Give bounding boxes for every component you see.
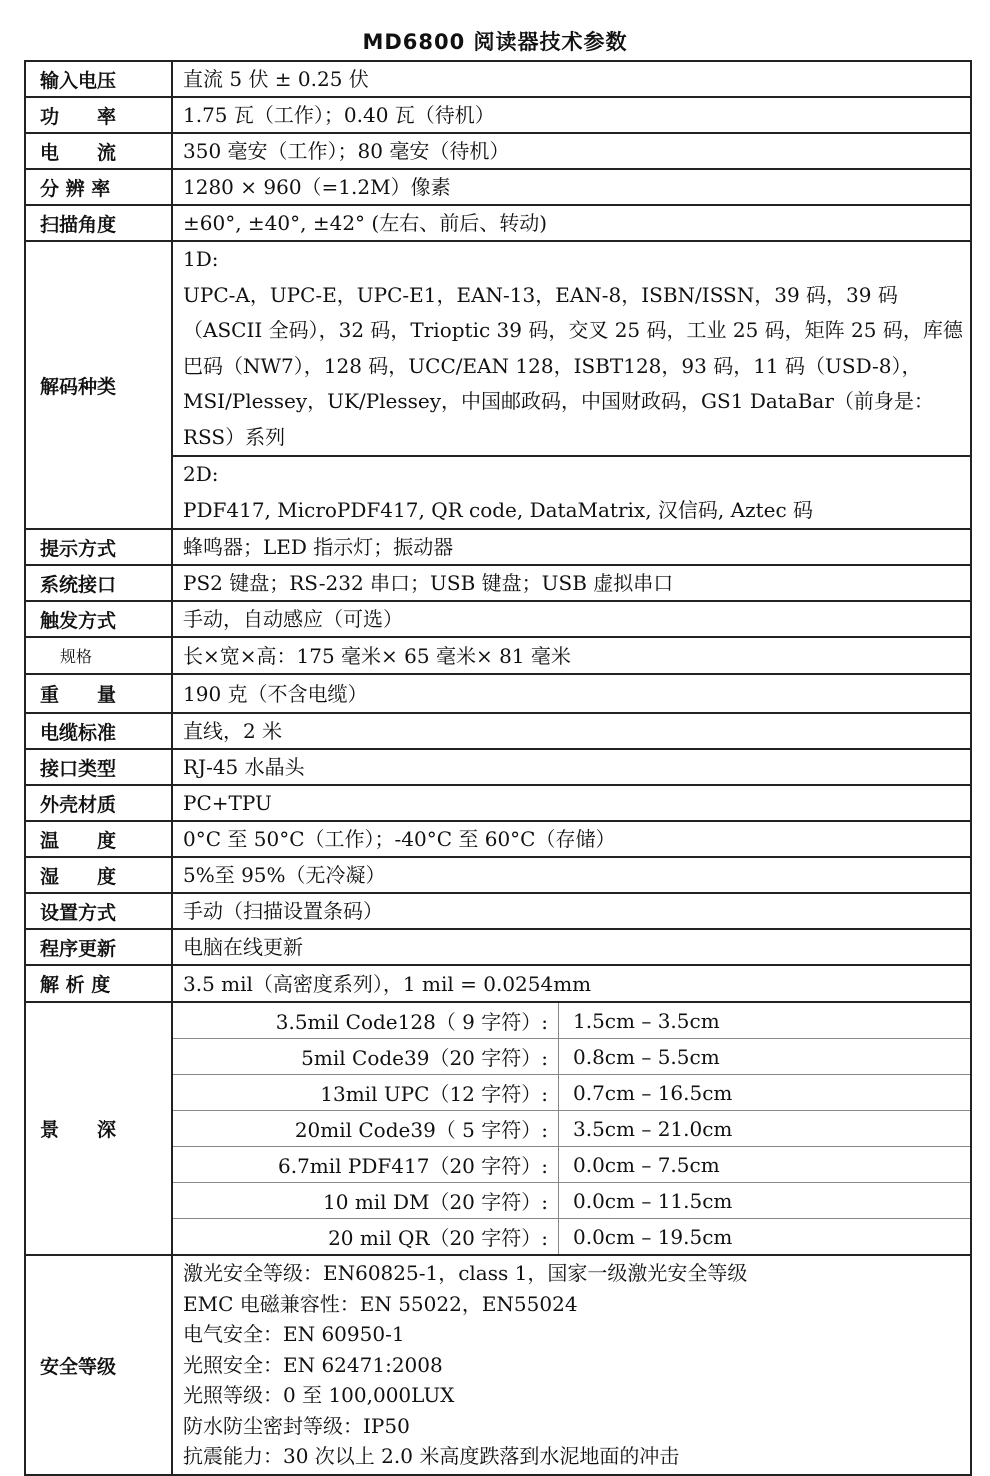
row-value: 190 克（不含电缆） — [172, 674, 971, 713]
safety-line: 抗震能力：30 次以上 2.0 米高度跌落到水泥地面的冲击 — [183, 1444, 680, 1469]
spec-row-scan-angle — [25, 205, 971, 241]
spec-row-temperature — [25, 821, 971, 857]
dof-row — [173, 1003, 970, 1039]
spec-row-connector — [25, 749, 971, 785]
safety-line: 防水防尘密封等级：IP50 — [183, 1413, 410, 1438]
row-label: 接口类型 — [25, 749, 172, 785]
spec-row-weight — [25, 674, 971, 713]
dof-range: 0.7cm – 16.5cm — [559, 1075, 971, 1111]
safety-cell — [172, 1255, 971, 1475]
spec-row-update — [25, 929, 971, 965]
row-value: RJ-45 水晶头 — [172, 749, 971, 785]
spec-row-safety — [25, 1255, 971, 1475]
row-label: 解 析 度 — [25, 965, 172, 1002]
row-label: 扫描角度 — [25, 205, 172, 241]
row-label: 输入电压 — [25, 61, 172, 97]
spec-row-trigger — [25, 601, 971, 637]
dof-table — [173, 1003, 970, 1254]
row-value: 3.5 mil（高密度系列），1 mil = 0.0254mm — [172, 965, 971, 1002]
dof-code: 3.5mil Code128（ 9 字符）: — [173, 1003, 559, 1039]
row-value: 1280 × 960（=1.2M）像素 — [172, 169, 971, 205]
row-label: 系统接口 — [25, 565, 172, 601]
row-value: 1.75 瓦（工作）；0.40 瓦（待机） — [172, 97, 971, 133]
row-label: 设置方式 — [25, 893, 172, 929]
row-label: 触发方式 — [25, 601, 172, 637]
decode-1d-heading: 1D: — [183, 247, 219, 271]
safety-line: EMC 电磁兼容性：EN 55022，EN55024 — [183, 1291, 578, 1316]
spec-row-interface — [25, 565, 971, 601]
row-value: 350 毫安（工作）；80 毫安（待机） — [172, 133, 971, 169]
row-label: 解码种类 — [25, 241, 172, 529]
safety-line: 光照等级：0 至 100,000LUX — [183, 1383, 455, 1408]
spec-row-resolution-mil — [25, 965, 971, 1002]
decode-2d-list: PDF417, MicroPDF417, QR code, DataMatrix, 汉信码, Aztec 码 — [183, 497, 814, 522]
row-label: 重 量 — [25, 674, 172, 713]
decode-1d-list: UPC-A，UPC-E，UPC-E1，EAN-13，EAN-8，ISBN/ISSN，39 码，39 码（ASCII 全码），32 码，Trioptic 39 码，交叉 25 码，工业 25 码，矩阵 25 码，库德巴码（NW7），128 码，UCC/EAN 128，ISBT128，93 码，11 码（USD-8），MSI/Plessey，UK/Plessey，中国邮政码，中国财政码，GS1 DataBar（前身是：RSS）系列 — [183, 282, 963, 449]
row-label: 安全等级 — [25, 1255, 172, 1475]
spec-row-decode-1d — [25, 241, 971, 456]
dof-range: 0.8cm – 5.5cm — [559, 1039, 971, 1075]
safety-line: 激光安全等级：EN60825-1，class 1，国家一级激光安全等级 — [183, 1261, 748, 1286]
spec-row-cable — [25, 713, 971, 749]
spec-row-current — [25, 133, 971, 169]
dof-cell — [172, 1002, 971, 1255]
spec-table — [24, 60, 972, 1476]
spec-row-humidity — [25, 857, 971, 893]
safety-line: 光照安全：EN 62471:2008 — [183, 1352, 443, 1377]
row-value: PC+TPU — [172, 785, 971, 821]
dof-code: 6.7mil PDF417（20 字符）: — [173, 1147, 559, 1183]
spec-row-voltage — [25, 61, 971, 97]
row-value: ±60°, ±40°, ±42° (左右、前后、转动) — [172, 205, 971, 241]
decode-2d-heading: 2D: — [183, 462, 219, 486]
row-value: 长×宽×高：175 毫米× 65 毫米× 81 毫米 — [172, 637, 971, 674]
dof-code: 20mil Code39（ 5 字符）: — [173, 1111, 559, 1147]
spec-row-housing — [25, 785, 971, 821]
row-label: 电 流 — [25, 133, 172, 169]
row-value: 蜂鸣器；LED 指示灯；振动器 — [172, 529, 971, 565]
row-value: 直线，2 米 — [172, 713, 971, 749]
spec-row-indicator — [25, 529, 971, 565]
spec-row-dimensions — [25, 637, 971, 674]
row-value: 电脑在线更新 — [172, 929, 971, 965]
row-label: 景 深 — [25, 1002, 172, 1255]
row-value: 手动，自动感应（可选） — [172, 601, 971, 637]
row-value: 手动（扫描设置条码） — [172, 893, 971, 929]
row-label: 湿 度 — [25, 857, 172, 893]
row-label: 提示方式 — [25, 529, 172, 565]
dof-range: 0.0cm – 11.5cm — [559, 1183, 971, 1219]
dof-code: 5mil Code39（20 字符）: — [173, 1039, 559, 1075]
row-value: 5%至 95%（无冷凝） — [172, 857, 971, 893]
spec-row-resolution — [25, 169, 971, 205]
dof-code: 20 mil QR（20 字符）: — [173, 1219, 559, 1255]
row-label: 程序更新 — [25, 929, 172, 965]
row-value: 直流 5 伏 ± 0.25 伏 — [172, 61, 971, 97]
spec-row-power — [25, 97, 971, 133]
row-label: 温 度 — [25, 821, 172, 857]
row-label: 规格 — [25, 637, 172, 674]
row-value-2d — [172, 456, 971, 529]
dof-row — [173, 1111, 970, 1147]
row-label: 功 率 — [25, 97, 172, 133]
row-label: 分 辨 率 — [25, 169, 172, 205]
dof-row — [173, 1219, 970, 1255]
dof-range: 0.0cm – 7.5cm — [559, 1147, 971, 1183]
spec-row-setup — [25, 893, 971, 929]
page-title: MD6800 阅读器技术参数 — [362, 30, 628, 54]
row-value-1d — [172, 241, 971, 456]
row-value: PS2 键盘；RS-232 串口；USB 键盘；USB 虚拟串口 — [172, 565, 971, 601]
row-value: 0°C 至 50°C（工作）；-40°C 至 60°C（存储） — [172, 821, 971, 857]
spec-row-depth-of-field — [25, 1002, 971, 1255]
dof-code: 10 mil DM（20 字符）: — [173, 1183, 559, 1219]
dof-row — [173, 1075, 970, 1111]
dof-code: 13mil UPC（12 字符）: — [173, 1075, 559, 1111]
dof-range: 0.0cm – 19.5cm — [573, 1224, 733, 1249]
row-label: 电缆标准 — [25, 713, 172, 749]
dof-range: 3.5cm – 21.0cm — [559, 1111, 971, 1147]
safety-line: 电气安全：EN 60950-1 — [183, 1322, 405, 1347]
dof-row — [173, 1183, 970, 1219]
dof-row — [173, 1039, 970, 1075]
dof-range: 1.5cm – 3.5cm — [559, 1003, 971, 1039]
dof-row — [173, 1147, 970, 1183]
row-label: 外壳材质 — [25, 785, 172, 821]
